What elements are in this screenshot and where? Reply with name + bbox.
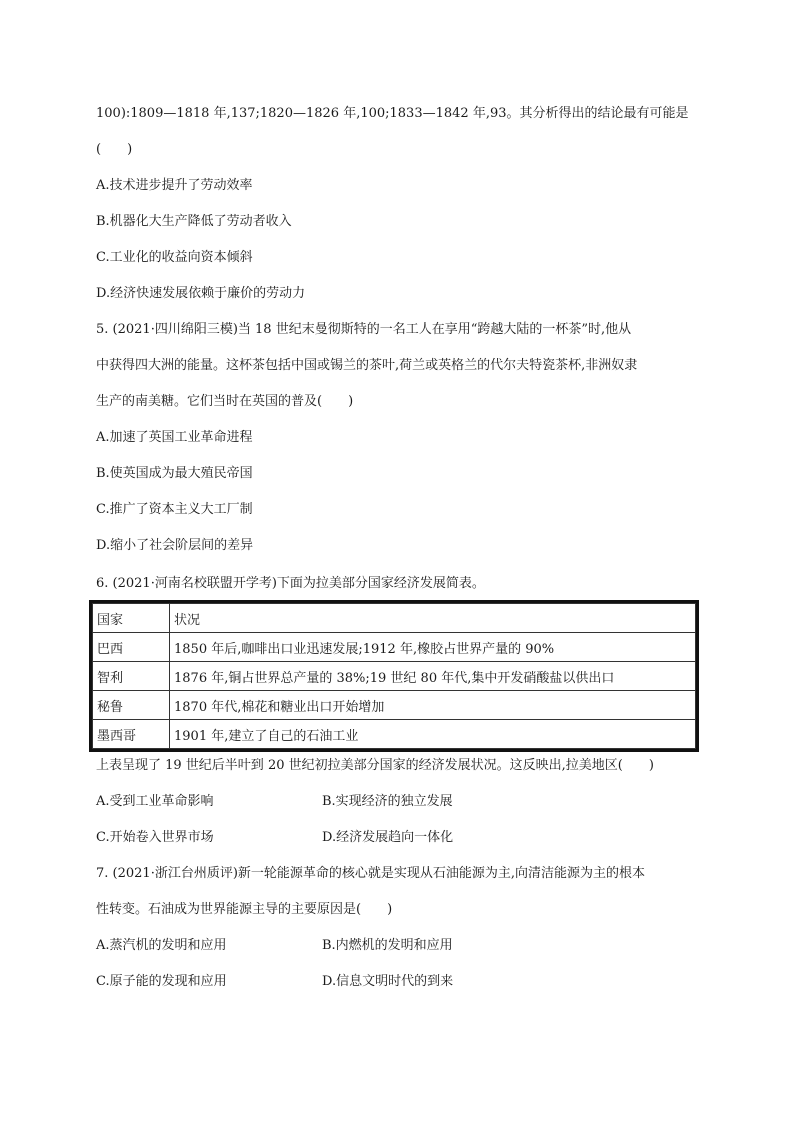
- q7-option-b: B.内燃机的发明和应用: [322, 938, 453, 953]
- table-row: [93, 691, 696, 720]
- table-cell-country: 墨西哥: [93, 720, 170, 749]
- table-header-row: [93, 604, 696, 633]
- q4-stem-line-1: 100):1809—1818 年,137;1820—1826 年,100;1833—1842 年,93。其分析得出的结论最有可能是: [96, 106, 689, 121]
- q4-option-d: D.经济快速发展依赖于廉价的劳动力: [96, 286, 306, 301]
- q4-option-c: C.工业化的收益向资本倾斜: [96, 250, 253, 265]
- q5-option-c: C.推广了资本主义大工厂制: [96, 502, 253, 517]
- q5-option-d: D.缩小了社会阶层间的差异: [96, 538, 254, 553]
- q7-option-a: A.蒸汽机的发明和应用: [96, 938, 227, 953]
- table-cell-status: 1901 年,建立了自己的石油工业: [170, 720, 696, 749]
- q6-stem-line-1: 6. (2021·河南名校联盟开学考)下面为拉美部分国家经济发展简表。: [96, 576, 485, 591]
- q5-stem-line-1: 5. (2021·四川绵阳三模)当 18 世纪末曼彻斯特的一名工人在享用“跨越大陆的一杯茶”时,他从: [96, 322, 632, 337]
- table-row: [93, 633, 696, 662]
- q5-option-b: B.使英国成为最大殖民帝国: [96, 466, 253, 481]
- q6-stem-line-2: 上表呈现了 19 世纪后半叶到 20 世纪初拉美部分国家的经济发展状况。这反映出,拉美地区( ): [96, 758, 654, 773]
- table-header-status: 状况: [170, 604, 696, 633]
- q5-option-a: A.加速了英国工业革命进程: [96, 430, 253, 445]
- q6-option-a: A.受到工业革命影响: [96, 794, 214, 809]
- table-header-country: 国家: [93, 604, 170, 633]
- q4-option-a: A.技术进步提升了劳动效率: [96, 178, 253, 193]
- q7-option-d: D.信息文明时代的到来: [322, 974, 454, 989]
- table-cell-status: 1850 年后,咖啡出口业迅速发展;1912 年,橡胶占世界产量的 90%: [170, 633, 696, 662]
- q6-option-c: C.开始卷入世界市场: [96, 830, 214, 845]
- q7-stem-line-1: 7. (2021·浙江台州质评)新一轮能源革命的核心就是实现从石油能源为主,向清洁能源为主的根本: [96, 866, 646, 881]
- q6-option-d: D.经济发展趋向一体化: [322, 830, 454, 845]
- table-cell-country: 智利: [93, 662, 170, 691]
- table-row: [93, 662, 696, 691]
- table-cell-status: 1876 年,铜占世界总产量的 38%;19 世纪 80 年代,集中开发硝酸盐以供出口: [170, 662, 696, 691]
- q6-option-b: B.实现经济的独立发展: [322, 794, 453, 809]
- q4-stem-line-2: ( ): [96, 142, 133, 157]
- q5-stem-line-3: 生产的南美糖。它们当时在英国的普及( ): [96, 394, 354, 409]
- q5-stem-line-2: 中获得四大洲的能量。这杯茶包括中国或锡兰的茶叶,荷兰或英格兰的代尔夫特瓷茶杯,非洲奴隶: [96, 358, 638, 373]
- table-cell-country: 巴西: [93, 633, 170, 662]
- q7-stem-line-2: 性转变。石油成为世界能源主导的主要原因是( ): [96, 902, 393, 917]
- q6-table: [89, 600, 699, 752]
- table-cell-status: 1870 年代,棉花和糖业出口开始增加: [170, 691, 696, 720]
- q4-option-b: B.机器化大生产降低了劳动者收入: [96, 214, 292, 229]
- table-row: [93, 720, 696, 749]
- table-cell-country: 秘鲁: [93, 691, 170, 720]
- q7-option-c: C.原子能的发现和应用: [96, 974, 227, 989]
